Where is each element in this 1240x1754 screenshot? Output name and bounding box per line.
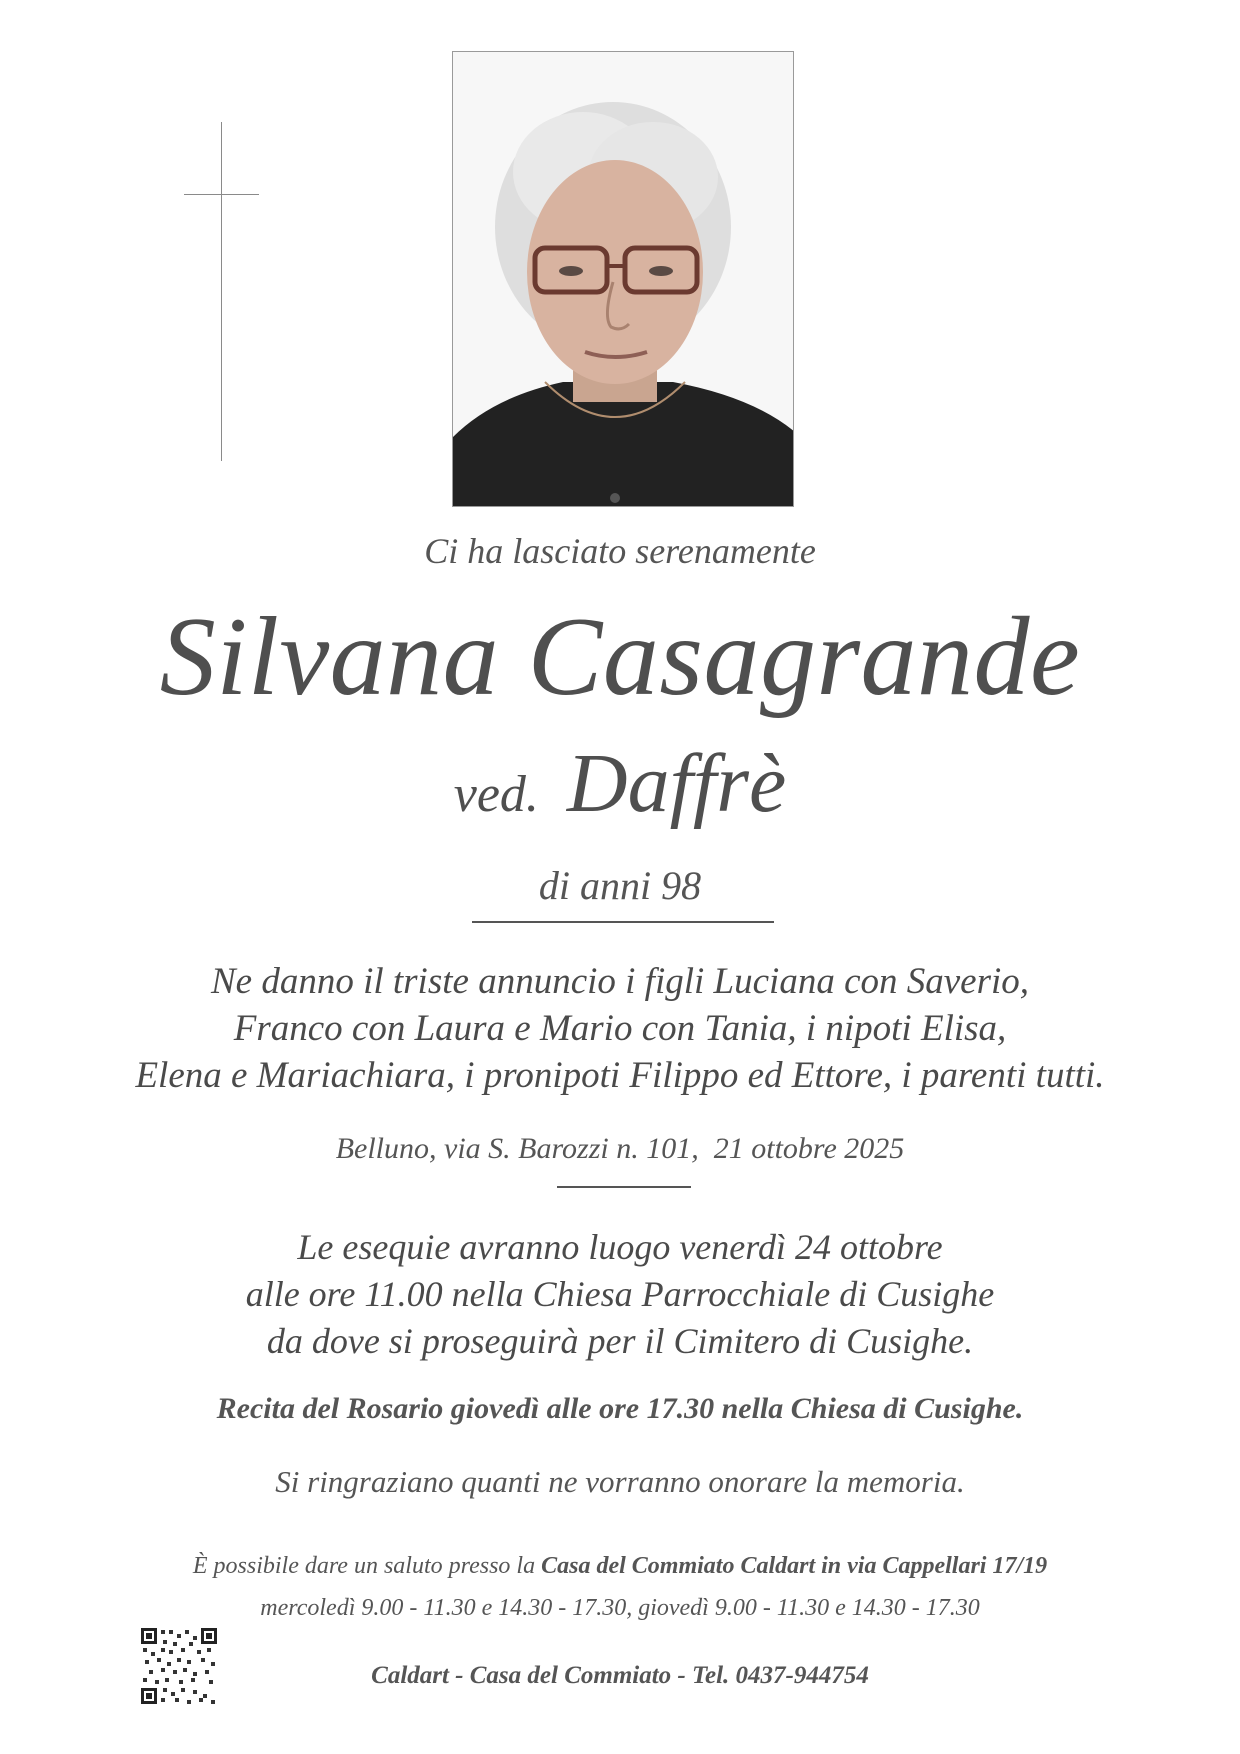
place-date: Belluno, via S. Barozzi n. 101, 21 ottobre 2025 (335, 1132, 905, 1165)
thanks-text: Si ringraziano quanti ne vorranno onorare la memoria. (275, 1464, 965, 1499)
footer-contact: Caldart - Casa del Commiato - Tel. 0437-944754 (371, 1662, 869, 1689)
cross-horizontal-bar (184, 194, 259, 195)
widow-prefix: ved. (453, 766, 539, 823)
funeral-line-3: da dove si proseguirà per il Cimitero di Cusighe. (266, 1321, 974, 1361)
widow-line (0, 738, 1240, 830)
funeral-line-2: alle ore 11.00 nella Chiesa Parrocchiale di Cusighe (245, 1274, 995, 1314)
rosary-notice: Recita del Rosario giovedì alle ore 17.30 nella Chiesa di Cusighe. (216, 1392, 1024, 1425)
visit-prefix: È possibile dare un saluto presso la (192, 1553, 536, 1579)
cross-vertical-bar (221, 122, 222, 461)
age-text: di anni 98 (538, 863, 702, 908)
family-line-3: Elena e Mariachiara, i pronipoti Filippo ed Ettore, i parenti tutti. (135, 1055, 1105, 1096)
funeral-details (0, 1224, 1240, 1365)
visit-place: Casa del Commiato Caldart in via Cappellari 17/19 (541, 1553, 1048, 1579)
funeral-line-1: Le esequie avranno luogo venerdì 24 ottobre (297, 1227, 943, 1267)
family-line-1: Ne danno il triste annuncio i figli Luciana con Saverio, (210, 961, 1030, 1002)
visit-line (0, 1545, 1240, 1587)
visit-info (0, 1545, 1240, 1629)
portrait-photo (452, 51, 794, 507)
widow-surname: Daffrè (566, 737, 787, 830)
family-announcement (0, 958, 1240, 1099)
visit-hours: mercoledì 9.00 - 11.30 e 14.30 - 17.30, giovedì 9.00 - 11.30 e 14.30 - 17.30 (260, 1595, 980, 1621)
deceased-name: Silvana Casagrande (159, 595, 1081, 719)
place-divider (557, 1186, 691, 1188)
intro-text: Ci ha lasciato serenamente (424, 531, 816, 571)
age-divider (472, 921, 774, 923)
family-line-2: Franco con Laura e Mario con Tania, i nipoti Elisa, (233, 1008, 1007, 1049)
